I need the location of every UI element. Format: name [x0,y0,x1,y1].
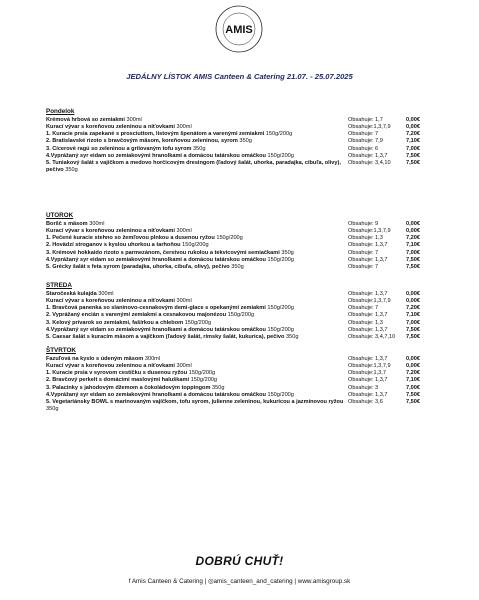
allergens: Obsahuje: 1,3 [348,319,383,326]
menu-item-row [46,370,446,377]
allergens: Obsahuje:1,3,7,9 [348,363,391,369]
menu-item-row [46,257,446,264]
menu-item-row [46,131,446,138]
menu-item-row [46,117,446,124]
allergens: Obsahuje:1,3,7,9 [348,298,391,304]
amis-logo [214,4,264,54]
price: 7,50€ [406,334,420,341]
day-section [46,212,446,271]
allergens: Obsahuje: 6 [348,145,379,152]
menu-item-row [46,385,446,392]
allergens: Obsahuje: 1,3,7 [348,256,388,263]
dish-name: Staročeská kulajda 300ml [46,290,114,297]
price: 0,00€ [406,355,420,362]
allergens: Obsahuje: 1,3,7 [348,312,388,319]
price: 7,00€ [406,319,420,326]
menu-item-row [46,291,446,298]
price: 7,50€ [406,264,420,271]
menu-item-row [46,235,446,242]
menu-item-row [46,320,446,327]
dish-name: 3. Krémové hokkaido rizoto s parmezánom, čerstvou rukolou a tekvicovými semiačkami 350g [46,249,294,256]
allergens: Obsahuje: 3,4,10 [348,160,391,167]
dish-name: 2. Hovädzí stroganov s kyslou uhorkou a tarhoňou 150g/200g [46,242,209,249]
allergens: Obsahuje: 1,3,7 [348,290,388,297]
dish-name: 3. Cícerové ragú so zeleninou a grilovaným tofu syrom 350g [46,145,206,152]
menu-item-row [46,334,446,341]
allergens: Obsahuje:1,3,7 [348,370,386,377]
menu-item-row [46,153,446,160]
price: 0,00€ [406,290,420,297]
dish-name: 1. Kuracie prsia v syrovom cestíčku s dusenou ryžou 150g/200g [46,370,216,377]
price: 7,20€ [406,305,420,312]
menu-item-row [46,305,446,312]
dish-name: Kurací vývar s koreňovou zeleninou a niťovkami 300ml [46,298,192,304]
allergens: Obsahuje: 7 [348,264,379,271]
dish-name: Kurací vývar s koreňovou zeleninou a niťovkami 300ml [46,228,192,234]
price: 7,10€ [406,312,420,319]
dish-name: 5. Vegetariánsky BOWL s marinovaným vajíčkom, tofu syrom, julienne zeleninou, kukuricou a jazmínovou ryžou 350g [46,399,344,413]
dish-name: 2. Bratislavské rizoto s bravčovým mäsom, koreňovou zeleninou, syrom 350g [46,138,252,145]
day-heading: Pondelok [46,108,75,115]
menu-item-row [46,228,446,235]
day-heading: ŠTVRTOK [46,347,76,354]
allergens: Obsahuje: 1,3,7 [348,355,388,362]
price: 7,50€ [406,256,420,263]
allergens: Obsahuje: 3 [348,384,379,391]
menu-item-row [46,312,446,319]
allergens: Obsahuje: 1,3,7 [348,242,388,249]
dish-name: 5. Tuniakový šalát s vajíčkom a medovo horčicovým dresingom (ľadový šalát, uhorka, paradajka, cibuľa, olivy), pečivo 350g [46,160,341,174]
footer-contacts: f Amis Canteen & Catering | ◎amis_canteen_and_catering | www.amisgroup.sk [128,578,351,585]
footer-slogan: DOBRÚ CHUŤ! [195,554,284,568]
dish-name: 4.Vyprážaný syr eidam so zemiakovými hranolkami a domácou tatárskou omáčkou 150g/200g [46,391,294,398]
allergens: Obsahuje: 1,3,7 [348,391,388,398]
menu-item-row [46,356,446,363]
day-heading: UTOROK [46,212,74,219]
day-section [46,347,446,413]
dish-name: 1. Pečené kuracie stehno so žemľovou plnkou a dusenou ryžou 150g/200g [46,235,243,242]
price: 7,50€ [406,399,420,406]
allergens: Obsahuje: 1,3,7 [348,377,388,384]
menu-item-row [46,250,446,257]
price: 7,00€ [406,249,420,256]
price: 7,10€ [406,138,420,145]
menu-item-row [46,124,446,131]
menu-item-row [46,138,446,145]
dish-name: 3. Kelový prívarok so zemiakmi, fašírkou a chlebom 150g/200g [46,319,212,326]
price: 7,10€ [406,242,420,249]
price: 7,00€ [406,145,420,152]
dish-name: 3. Palacinky s jahodovým džemom a čokoládovým toppingom 350g [46,384,225,391]
price: 7,50€ [406,152,420,159]
price: 7,10€ [406,377,420,384]
price: 7,50€ [406,160,420,167]
price: 7,50€ [406,391,420,398]
menu-item-row [46,392,446,399]
menu-item-row [46,327,446,334]
allergens: Obsahuje: 9 [348,220,379,227]
price: 7,20€ [406,235,420,242]
dish-name: 4.Vyprážaný syr eidam so zemiakovými hranolkami a domácou tatárskou omáčkou 150g/200g [46,256,294,263]
price: 0,00€ [406,228,420,234]
day-section [46,282,446,341]
menu-item-row [46,221,446,228]
menu-item-row [46,363,446,370]
dish-name: 4.Vyprážaný syr eidam so zemiakovými hranolkami a domácou tatárskou omáčkou 150g/200g [46,326,294,333]
menu-item-row [46,399,446,413]
menu-item-row [46,146,446,153]
allergens: Obsahuje: 3,4,7,10 [348,334,396,341]
price: 7,20€ [406,131,420,138]
dish-name: 2. Bravčový perkelt s domácimi maslovými haluškami 150g/200g [46,377,218,384]
menu-item-row [46,242,446,249]
dish-name: Boršč s mäsom 300ml [46,220,105,227]
allergens: Obsahuje: 7,9 [348,138,383,145]
price: 0,00€ [406,298,420,304]
allergens: Obsahuje: 1,3,7 [348,326,388,333]
dish-name: 2. Vyprážaný encián s varenými zemiakmi a cesnakovou majonézou 150g/200g [46,312,255,319]
dish-name: Kurací vývar s koreňovou zeleninou a niťovkami 300ml [46,363,192,369]
allergens: Obsahuje: 1,3,7 [348,152,388,159]
allergens: Obsahuje:1,3,7,9 [348,228,391,234]
menu-item-row [46,264,446,271]
svg-text:AMIS: AMIS [225,24,253,36]
menu-item-row [46,298,446,305]
menu-item-row [46,160,446,174]
allergens: Obsahuje: 3,6 [348,399,383,406]
dish-name: 1. Bravčová panenka so slaninovo-cesnakovým demi-glace s opekanými zemiakmi 150g/200g [46,305,294,312]
allergens: Obsahuje: 7 [348,249,379,256]
price: 7,20€ [406,370,420,377]
menu-item-row [46,377,446,384]
dish-name: 4.Vyprážaný syr eidam so zemiakovými hranolkami a domácou tatárskou omáčkou 150g/200g [46,152,294,159]
allergens: Obsahuje: 1,7 [348,116,383,123]
dish-name: Kurací vývar s koreňovou zeleninou a niťovkami 300ml [46,124,192,130]
price: 0,00€ [406,220,420,227]
price: 0,00€ [406,124,420,130]
menu-title: JEDÁLNY LÍSTOK AMIS Canteen & Catering 21.07. - 25.07.2025 [126,72,353,81]
dish-name: 5. Caesar šalát s kuracím mäsom a vajíčkom (ľadový šalát, rímsky šalát, kukurica), pečivo 350g [46,334,299,341]
dish-name: Krémová hrbová so zemiakmi 300ml [46,116,142,123]
dish-name: 5. Grécky šalát s feta syrom (paradajka, uhorka, cibuľa, olivy), pečivo 350g [46,264,244,271]
allergens: Obsahuje: 7 [348,305,379,312]
allergens: Obsahuje:1,3,7,9 [348,124,391,130]
price: 0,00€ [406,363,420,369]
allergens: Obsahuje: 1,3 [348,235,383,242]
day-heading: STREDA [46,282,72,289]
day-section [46,108,446,174]
price: 0,00€ [406,116,420,123]
price: 7,00€ [406,384,420,391]
dish-name: 1. Kuracie prsia zapekané s prosciuttom, listovým špenátom a varenými zemiakmi 150g/200g [46,131,293,138]
dish-name: Fazuľová na kyslo s údeným mäsom 300ml [46,355,161,362]
price: 7,50€ [406,326,420,333]
allergens: Obsahuje: 7 [348,131,379,138]
